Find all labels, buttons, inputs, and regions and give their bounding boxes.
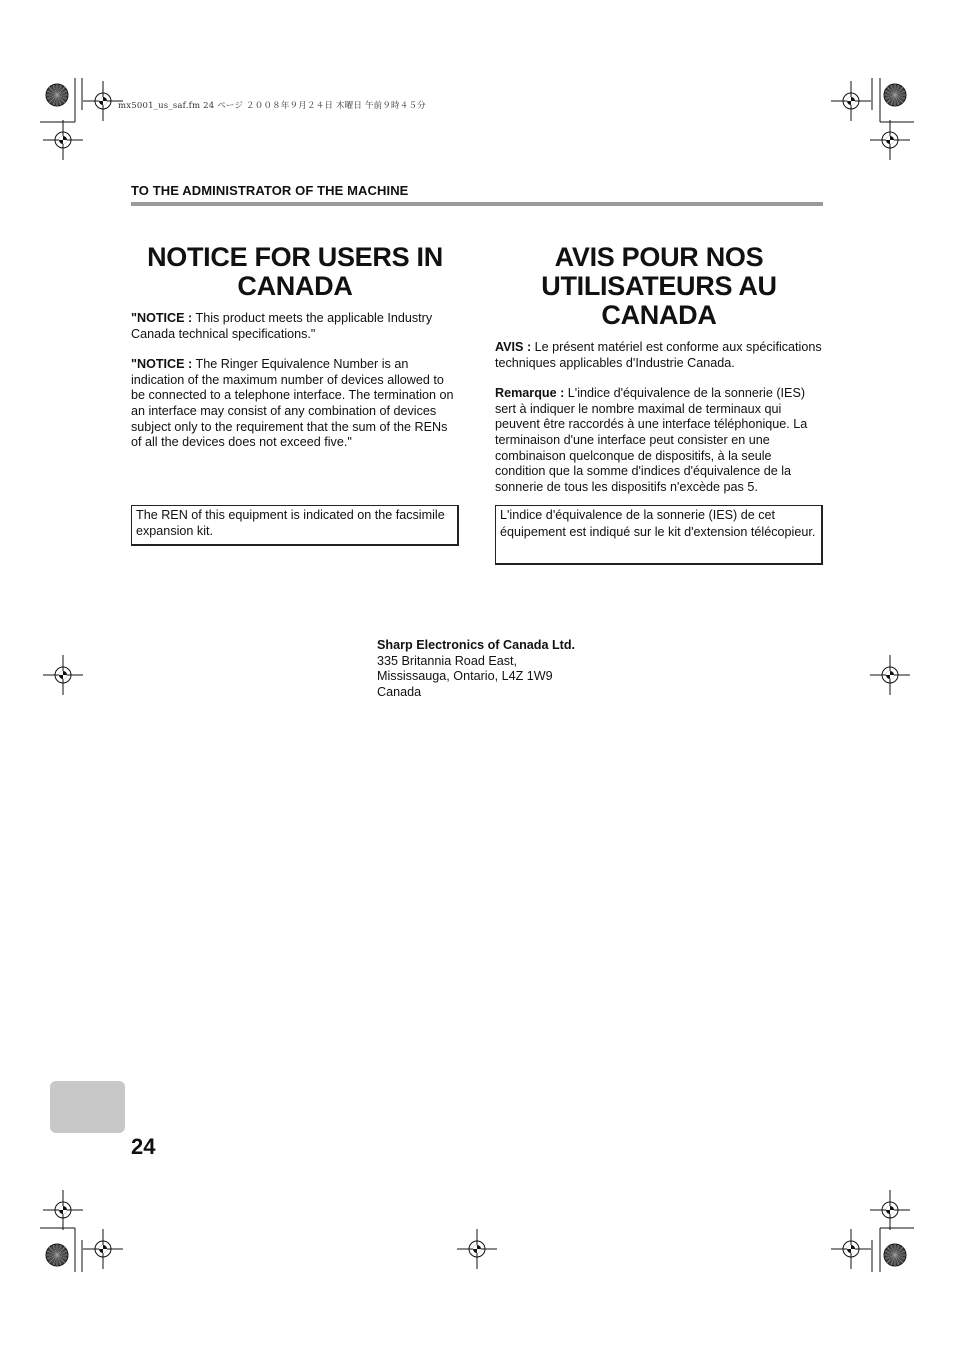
- address-line2: Mississauga, Ontario, L4Z 1W9: [377, 669, 553, 684]
- english-title-line2: CANADA: [237, 271, 353, 301]
- registration-mark-icon: [870, 655, 910, 695]
- chapter-tab: [50, 1081, 125, 1133]
- section-rule: [131, 202, 823, 206]
- registration-mark-icon: [43, 1190, 83, 1230]
- french-column: [495, 243, 823, 495]
- address-line3: Canada: [377, 684, 422, 699]
- french-remarque: [495, 386, 823, 495]
- french-avis-label: AVIS :: [495, 340, 532, 354]
- english-notice-2: [131, 357, 459, 451]
- french-title-line1: AVIS POUR NOS: [554, 242, 764, 272]
- english-notice-2-text: The Ringer Equivalence Number is an indication of the maximum number of devices allowed to be connected to a telephone interface. The termination on an interface may consist of any combination of devices subject only to the requirement that the sum of the RENs of all the devices does not exceed five.": [131, 357, 454, 450]
- registration-mark-icon: [870, 120, 910, 160]
- english-notice-1-text: This product meets the applicable Industry Canada technical specifications.": [131, 311, 433, 341]
- french-title-line2: UTILISATEURS AU CANADA: [541, 271, 777, 330]
- french-avis: [495, 340, 823, 371]
- registration-mark-icon: [83, 1229, 123, 1269]
- english-notice-1-label: "NOTICE :: [131, 311, 193, 325]
- address-block: [377, 638, 575, 700]
- english-title: [131, 243, 459, 301]
- rosette-mark-icon: [46, 1244, 68, 1266]
- french-ies-box: L'indice d'équivalence de la sonnerie (IES) de cet équipement est indiqué sur le kit d'extension télécopieur.: [495, 505, 823, 565]
- section-header: TO THE ADMINISTRATOR OF THE MACHINE: [131, 183, 409, 198]
- page-number: 24: [131, 1134, 156, 1159]
- registration-mark-icon: [831, 81, 871, 121]
- french-avis-text: Le présent matériel est conforme aux spécifications techniques applicables d'Industrie Canada.: [495, 340, 822, 370]
- address-company: Sharp Electronics of Canada Ltd.: [377, 638, 576, 652]
- registration-mark-icon: [870, 1190, 910, 1230]
- rosette-mark-icon: [884, 84, 906, 106]
- english-title-line1: NOTICE FOR USERS IN: [147, 242, 443, 272]
- registration-mark-icon: [831, 1229, 871, 1269]
- rosette-mark-icon: [46, 84, 68, 106]
- english-notice-2-label: "NOTICE :: [131, 357, 193, 372]
- file-header: mx5001_us_saf.fm 24 ページ ２００８年９月２４日 木曜日 午前９時４５分: [118, 101, 426, 111]
- rosette-mark-icon: [884, 1244, 906, 1266]
- french-remarque-label: Remarque :: [495, 386, 565, 401]
- english-ren-box: The REN of this equipment is indicated on the facsimile expansion kit.: [131, 505, 459, 546]
- french-remarque-text: L'indice d'équivalence de la sonnerie (IES) sert à indiquer le nombre maximal de terminaux qui peuvent être raccordés à une interface téléphonique. La terminaison d'une interface peut consister en une combinaison quelconque de dispositifs, à la seule condition que la somme d'indices d'équivalence de la sonnerie de tous les dispositifs n'excède pas 5.: [495, 386, 808, 494]
- french-title: [495, 243, 823, 330]
- address-line1: 335 Britannia Road East,: [377, 653, 518, 668]
- registration-mark-icon: [83, 81, 123, 121]
- registration-mark-icon: [43, 655, 83, 695]
- english-notice-1: [131, 311, 459, 342]
- english-column: [131, 243, 459, 451]
- registration-mark-icon: [43, 120, 83, 160]
- registration-mark-icon: [457, 1229, 497, 1269]
